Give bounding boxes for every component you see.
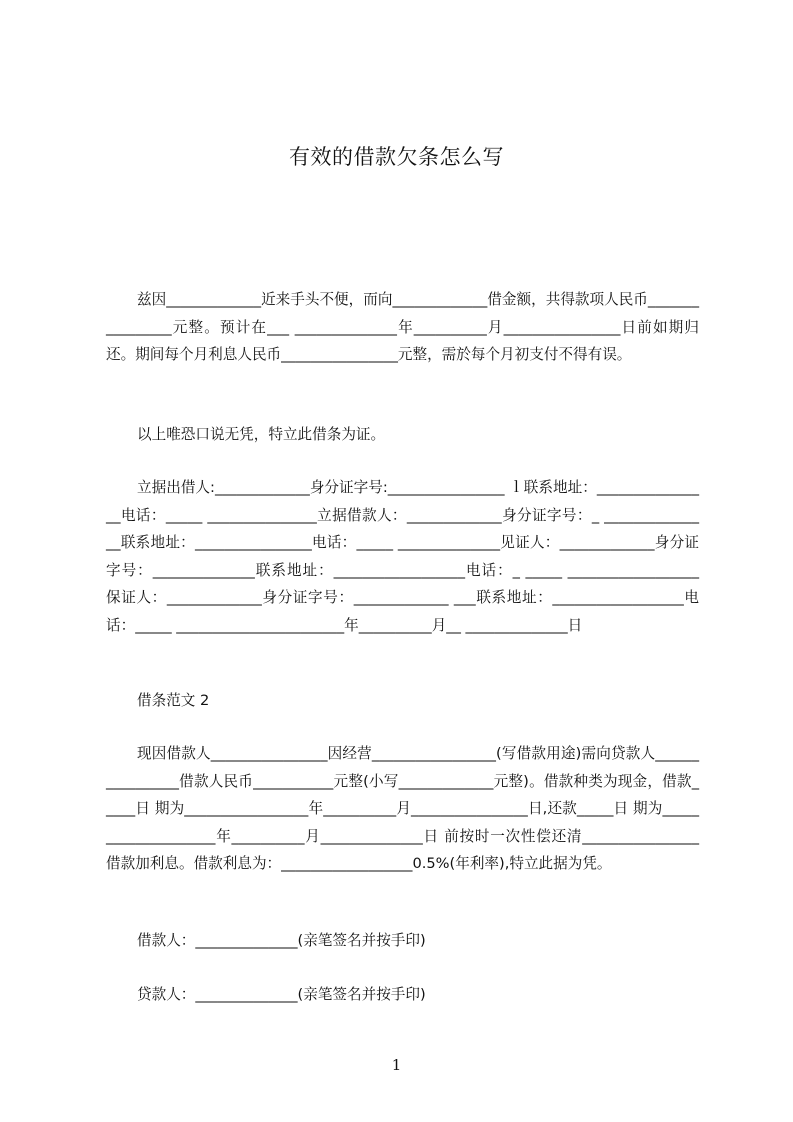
signature-borrower: 借款人：______________(亲笔签名并按手印): [137, 932, 426, 949]
section-heading-sample-2: 借条范文 2: [137, 692, 210, 709]
paragraph-sample-2-terms: 现因借款人________________因经营_________________(写借款用途)需向贷款人________________借款人民币___________元整(小写_____________元整)。借款种类为现金，借款_____日 期为_________________年__________月________________日,还款_____日 期为____________________年__________月______________日 前按时一次性偿还清________________借款加利息。借款利息为：__________________0.5%(年利率),特立此据为凭。: [106, 745, 699, 872]
page-number: 1: [391, 1056, 402, 1074]
signature-lender: 贷款人：______________(亲笔签名并按手印): [137, 986, 426, 1003]
paragraph-loan-terms: 兹因_____________近来手头不便，而向_____________借金额，共得款项人民币________________元整。预计在___ ______________年__________月________________日前如期归还。期间每个月利息人民币________________元整，需於每个月初支付不得有误。: [106, 291, 699, 363]
document-title: 有效的借款欠条怎么写: [289, 145, 504, 169]
paragraph-parties: 立据出借人:_____________身分证字号:________________ ｌ联系地址：________________电话：_____ _______________立据借款人：_____________身分证字号：_ _______________联系地址：________________电话：_____ ______________见证人：_____________身分证字号：______________联系地址：__________________电话：_ _____ __________________保证人：_____________身分证字号：_____________ ___联系地址：__________________电话：_____ _______________________年__________月__ ______________日: [106, 479, 699, 634]
paragraph-statement: 以上唯恐口说无凭，特立此借条为证。: [137, 426, 386, 443]
